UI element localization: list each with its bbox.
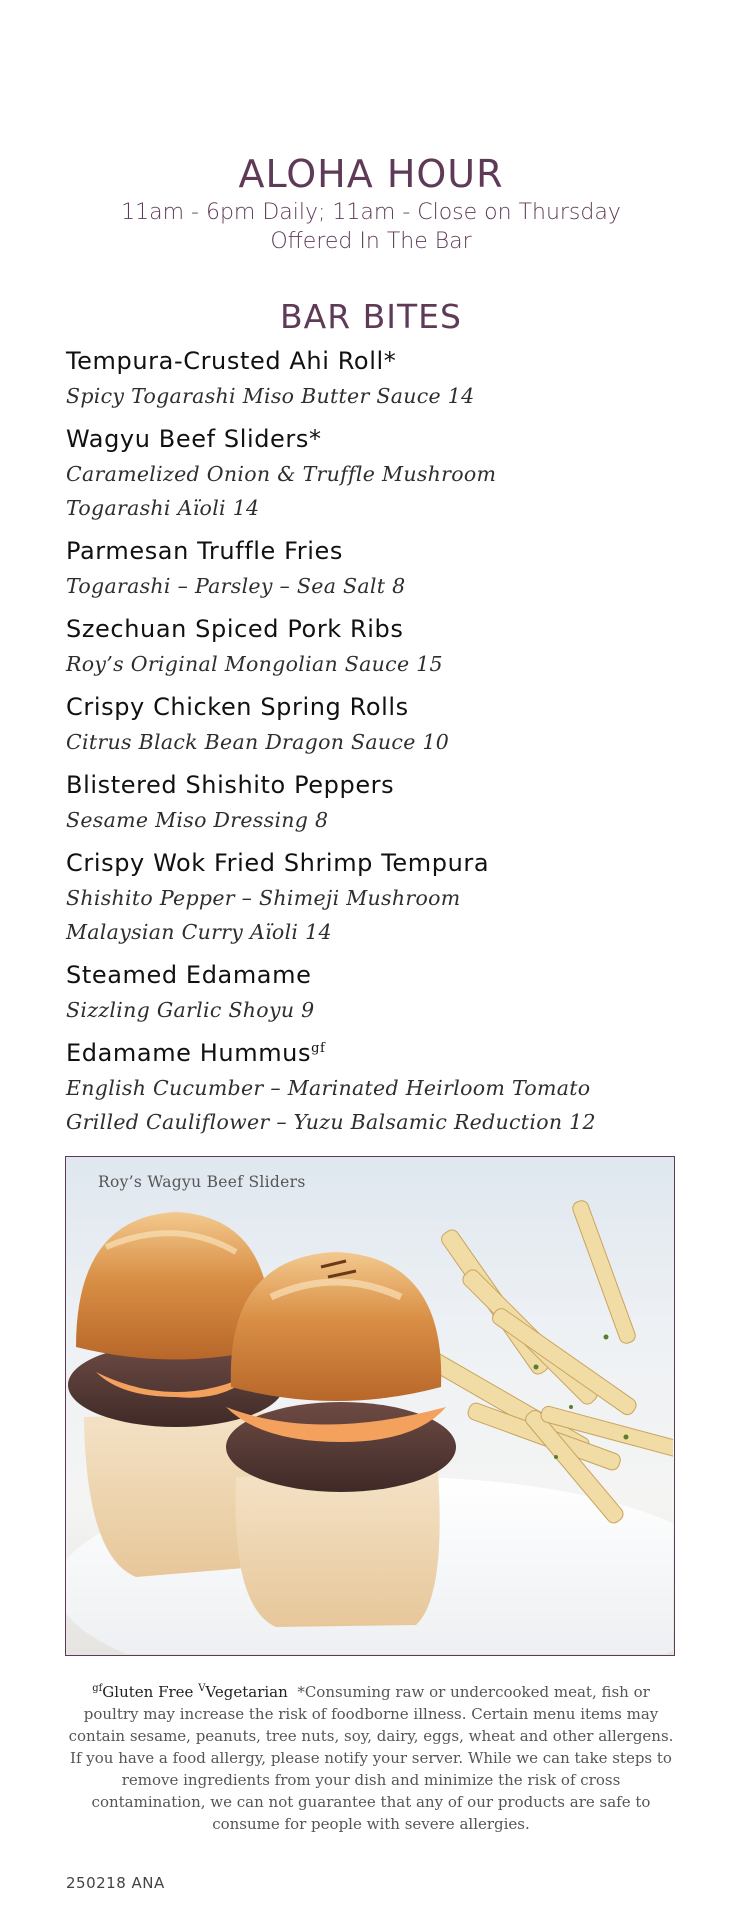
menu-item: [66, 343, 706, 413]
menu-item-title: Crispy Chicken Spring Rolls: [66, 693, 409, 721]
section-title: BAR BITES: [280, 297, 462, 336]
menu-item: [66, 533, 706, 603]
menu-item-name: [66, 689, 706, 725]
menu-item-title: Steamed Edamame: [66, 961, 312, 989]
photo-caption: Roy’s Wagyu Beef Sliders: [98, 1173, 306, 1191]
menu-items-list: [66, 343, 706, 1147]
menu-item-title: Blistered Shishito Peppers: [66, 771, 395, 799]
menu-item-title: Edamame Hummus: [66, 1039, 312, 1067]
menu-item-name: [66, 957, 706, 993]
menu-item-description: Togarashi – Parsley – Sea Salt 8: [66, 574, 406, 598]
menu-item-name: [66, 421, 706, 457]
menu-item-description: Shishito Pepper – Shimeji Mushroom: [66, 886, 461, 910]
menu-item: [66, 421, 706, 525]
diet-legend: [92, 1683, 288, 1701]
menu-item: [66, 845, 706, 949]
menu-item-description: Sizzling Garlic Shoyu 9: [66, 998, 315, 1022]
menu-item-name: [66, 1035, 706, 1071]
food-photo: [65, 1156, 675, 1656]
menu-item-name: [66, 767, 706, 803]
menu-item-name: [66, 533, 706, 569]
menu-item: [66, 1035, 706, 1139]
page-title: ALOHA HOUR: [238, 152, 504, 196]
menu-item-description: Citrus Black Bean Dragon Sauce 10: [66, 730, 450, 754]
menu-item: [66, 767, 706, 837]
menu-item-name: [66, 611, 706, 647]
location-text: Offered In The Bar: [270, 229, 472, 254]
menu-item-description: English Cucumber – Marinated Heirloom Tomato: [66, 1076, 591, 1100]
menu-item-title: Parmesan Truffle Fries: [66, 537, 343, 565]
document-code: 250218 ANA: [66, 1874, 165, 1892]
menu-item-description: Spicy Togarashi Miso Butter Sauce 14: [66, 384, 475, 408]
sliders-illustration: [66, 1157, 673, 1654]
v-mark: V: [198, 1683, 206, 1694]
gf-mark: gf: [92, 1683, 103, 1694]
menu-item-title: Tempura-Crusted Ahi Roll*: [66, 347, 397, 375]
menu-item: [66, 611, 706, 681]
menu-item-description: Sesame Miso Dressing 8: [66, 808, 329, 832]
menu-item-description: Togarashi Aïoli 14: [66, 496, 260, 520]
menu-item-title: Wagyu Beef Sliders*: [66, 425, 322, 453]
front-slider: [226, 1252, 456, 1627]
menu-item: [66, 689, 706, 759]
menu-item-description: Grilled Cauliflower – Yuzu Balsamic Reduction 12: [66, 1110, 596, 1134]
menu-item-name: [66, 845, 706, 881]
hours-text: 11am - 6pm Daily; 11am - Close on Thursday: [121, 200, 621, 225]
menu-item-description: Malaysian Curry Aïoli 14: [66, 920, 332, 944]
v-label: Vegetarian: [205, 1683, 288, 1701]
menu-item-description: Roy’s Original Mongolian Sauce 15: [66, 652, 443, 676]
disclaimer-text: *Consuming raw or undercooked meat, fish or poultry may increase the risk of foodborne illness. Certain menu items may contain sesame, peanuts, tree nuts, soy, dairy, eggs, wheat and other allergens. If you have a food allergy, please notify your server. While we can take steps to remove ingredients from your dish and minimize the risk of cross contamination, we can not guarantee that any of our products are safe to consume for people with severe allergies.: [68, 1683, 674, 1833]
menu-item: [66, 957, 706, 1027]
menu-header: [0, 150, 742, 256]
menu-item-description: Caramelized Onion & Truffle Mushroom: [66, 462, 497, 486]
allergen-disclaimer: [64, 1678, 678, 1835]
menu-item-name: [66, 343, 706, 379]
menu-item-title: Szechuan Spiced Pork Ribs: [66, 615, 404, 643]
gf-label: Gluten Free: [102, 1683, 194, 1701]
dietary-tag: gf: [311, 1041, 326, 1056]
menu-item-title: Crispy Wok Fried Shrimp Tempura: [66, 849, 490, 877]
